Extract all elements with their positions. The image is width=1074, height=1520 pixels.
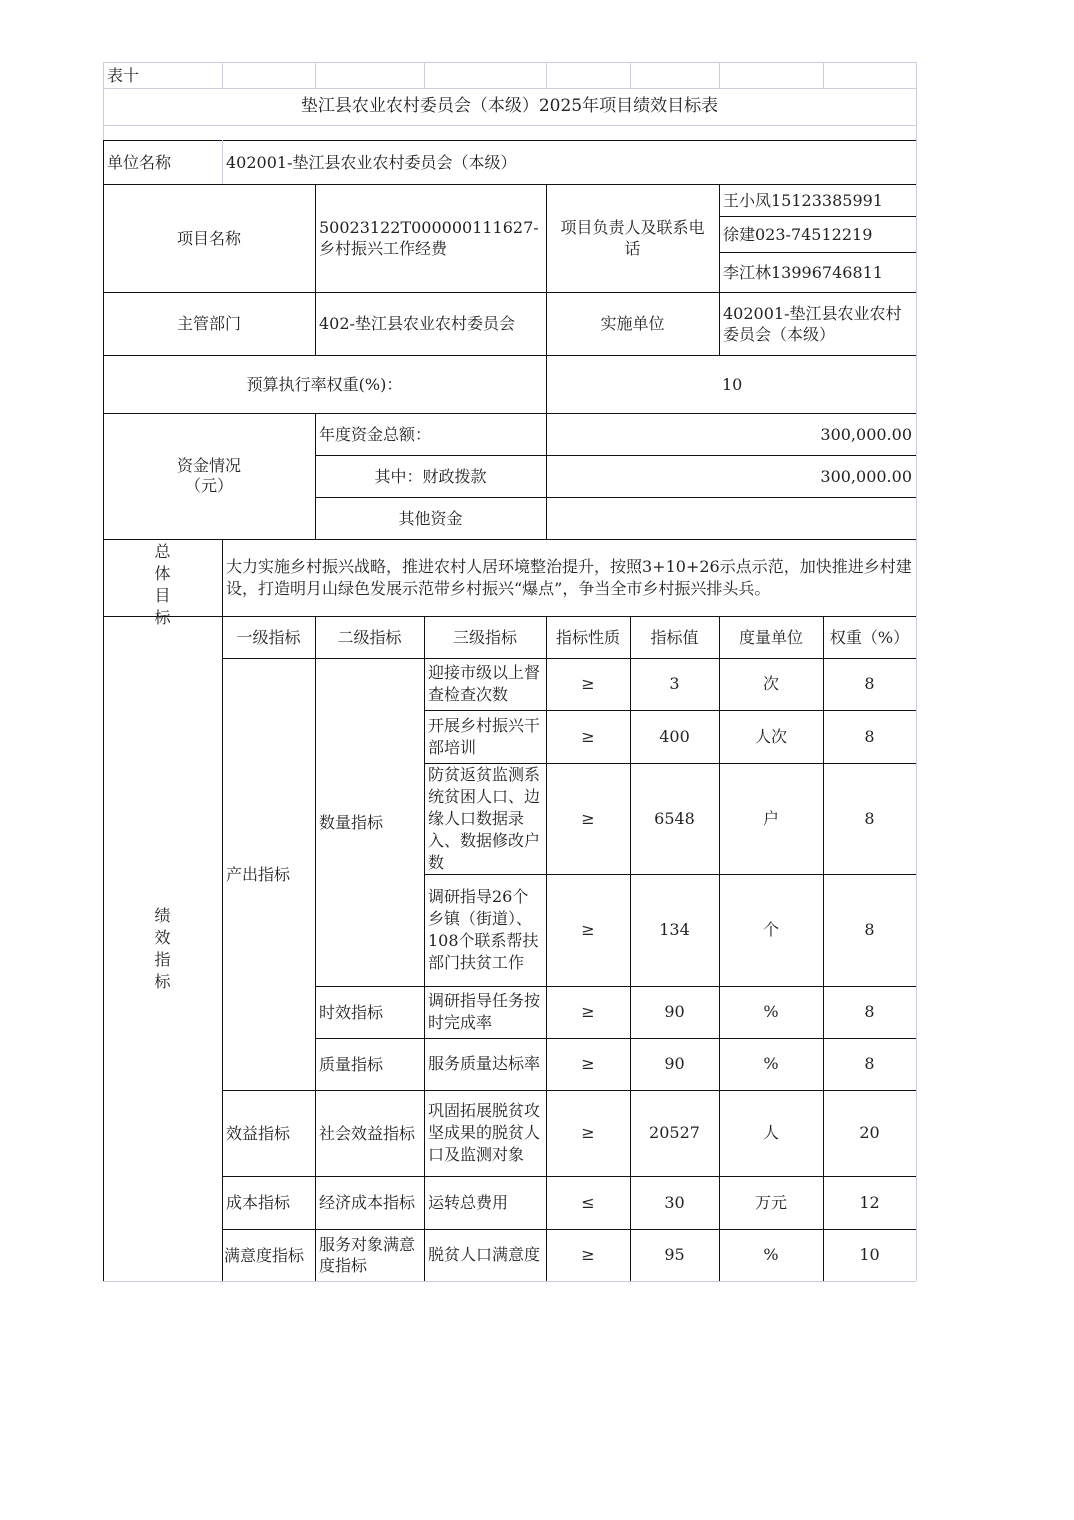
- level2-quality: 质量指标: [319, 1054, 384, 1074]
- indicator-unit: 人次: [754, 726, 787, 746]
- indicator-nature: ≥: [581, 1245, 595, 1264]
- indicators-label-char: 标: [154, 971, 171, 991]
- indicator-weight: 8: [864, 1002, 875, 1021]
- indicator-value: 400: [659, 726, 690, 746]
- gridline: [103, 1281, 916, 1282]
- overall-goal-label: [103, 539, 222, 627]
- header-level3: 三级指标: [452, 627, 517, 647]
- indicator-nature: ≥: [581, 808, 595, 828]
- indicator-value: 6548: [654, 808, 695, 828]
- indicator-nature: ≥: [581, 1123, 595, 1142]
- funds-total-value: 300,000.00: [820, 424, 912, 444]
- level2-quantity: 数量指标: [319, 812, 384, 832]
- indicator-value: 3: [669, 674, 680, 693]
- indicator-weight: 8: [864, 808, 875, 828]
- impl-unit-label: 实施单位: [600, 314, 665, 333]
- unit-label: 单位名称: [107, 152, 172, 172]
- level2-service-satisfaction: 服务对象满意度指标: [319, 1235, 416, 1275]
- indicator-unit: 人: [762, 1123, 779, 1142]
- indicator-value: 134: [659, 920, 690, 939]
- indicator-weight: 20: [859, 1123, 880, 1142]
- level3-indicator: 调研指导26个乡镇（街道）、108个联系帮扶部门扶贫工作: [428, 887, 539, 972]
- header-value: 指标值: [650, 627, 699, 647]
- indicators-section-label: [103, 616, 222, 1281]
- indicator-unit: %: [763, 1245, 779, 1264]
- level3-indicator: 防贫返贫监测系统贫困人口、边缘人口数据录入、数据修改户数: [428, 764, 541, 872]
- indicator-unit: %: [763, 1002, 779, 1021]
- gridline: [424, 62, 425, 88]
- gridline: [103, 62, 916, 63]
- indicator-nature: ≥: [581, 674, 595, 693]
- level3-indicator: 开展乡村振兴干部培训: [428, 715, 541, 757]
- department-label: 主管部门: [176, 314, 241, 333]
- funds-other-label: 其他资金: [398, 508, 463, 528]
- level2-economic-cost: 经济成本指标: [319, 1193, 416, 1212]
- indicator-weight: 8: [864, 674, 875, 693]
- budget-weight-value: 10: [722, 374, 743, 394]
- overall-goal-label-char: 总: [154, 542, 171, 561]
- indicator-value: 95: [664, 1245, 685, 1264]
- indicator-value: 90: [664, 1054, 685, 1073]
- contact-3: 李江林13996746811: [723, 262, 883, 282]
- gridline: [630, 62, 631, 88]
- indicator-unit: %: [763, 1054, 779, 1073]
- indicator-weight: 8: [864, 726, 875, 746]
- level3-indicator: 脱贫人口满意度: [428, 1245, 541, 1264]
- overall-goal-label-char: 标: [154, 608, 171, 627]
- level1-cost: 成本指标: [226, 1193, 291, 1212]
- level3-indicator: 巩固拓展脱贫攻坚成果的脱贫人口及监测对象: [428, 1101, 541, 1164]
- project-name-value: 50023122T000000111627-乡村振兴工作经费: [319, 218, 539, 258]
- level3-indicator: 服务质量达标率: [428, 1054, 541, 1073]
- level2-timeliness: 时效指标: [319, 1002, 384, 1022]
- indicator-weight: 12: [859, 1192, 880, 1212]
- indicator-unit: 次: [762, 674, 779, 693]
- indicators-label-char: 指: [154, 949, 171, 969]
- indicators-label-char: 效: [154, 927, 171, 947]
- project-contact-label: 项目负责人及联系电话: [560, 218, 705, 258]
- gridline: [222, 62, 223, 88]
- unit-value: 402001-垫江县农业农村委员会（本级）: [226, 152, 517, 172]
- contact-2: 徐建023-74512219: [723, 224, 873, 244]
- level3-indicator: 运转总费用: [428, 1192, 509, 1212]
- indicator-value: 30: [664, 1192, 685, 1212]
- indicator-value: 90: [664, 1002, 685, 1021]
- budget-weight-label: 预算执行率权重(%)：: [246, 374, 403, 394]
- level3-indicator: 迎接市级以上督查检查次数: [428, 663, 541, 704]
- project-name-label: 项目名称: [176, 228, 241, 248]
- overall-goal-text: 大力实施乡村振兴战略，推进农村人居环境整治提升，按照3+10+26示点示范，加快推进乡村建设，打造明月山绿色发展示范带乡村振兴“爆点”，争当全市乡村振兴排头兵。: [226, 556, 912, 598]
- indicator-value: 20527: [649, 1123, 700, 1142]
- gridline: [916, 62, 917, 1281]
- header-level2: 二级指标: [337, 627, 402, 647]
- indicator-unit: 万元: [754, 1192, 787, 1212]
- gridline: [315, 62, 316, 88]
- indicators-label-char: 绩: [154, 905, 171, 925]
- indicator-weight: 8: [864, 1054, 875, 1073]
- level1-satisfaction: 满意度指标: [224, 1245, 305, 1265]
- indicator-nature: ≥: [581, 726, 595, 746]
- gridline: [103, 125, 916, 126]
- header-level1: 一级指标: [236, 627, 301, 647]
- funds-label-line2: （元）: [184, 476, 233, 495]
- contact-1: 王小凤15123385991: [723, 190, 883, 210]
- header-weight: 权重（%）: [829, 627, 910, 647]
- overall-goal-label-char: 目: [154, 586, 171, 605]
- indicator-nature: ≥: [581, 1054, 595, 1073]
- overall-goal-label-char: 体: [154, 564, 171, 583]
- indicator-unit: 户: [762, 808, 779, 828]
- funds-fiscal-value: 300,000.00: [820, 466, 912, 486]
- indicator-nature: ≥: [581, 920, 595, 939]
- indicator-weight: 10: [859, 1245, 880, 1264]
- page-title: 垫江县农业农村委员会（本级）2025年项目绩效目标表: [300, 96, 719, 116]
- sheet-label: 表十: [107, 65, 140, 85]
- gridline: [823, 62, 824, 88]
- funds-fiscal-label: 其中：财政拨款: [374, 466, 487, 486]
- funds-total-label: 年度资金总额：: [319, 424, 432, 444]
- indicator-unit: 个: [762, 920, 779, 939]
- level2-social-benefit: 社会效益指标: [319, 1123, 416, 1143]
- impl-unit-value: 402001-垫江县农业农村委员会（本级）: [723, 303, 902, 344]
- funds-label-line1: 资金情况: [176, 456, 241, 475]
- header-unit: 度量单位: [738, 627, 803, 647]
- gridline: [546, 62, 547, 88]
- funds-other-value: [546, 497, 916, 539]
- gridline: [719, 62, 720, 88]
- header-nature: 指标性质: [555, 627, 620, 647]
- level3-indicator: 调研指导任务按时完成率: [428, 991, 541, 1032]
- indicator-nature: ≤: [581, 1192, 595, 1212]
- department-value: 402-垫江县农业农村委员会: [319, 314, 515, 333]
- level1-benefit: 效益指标: [226, 1123, 291, 1143]
- indicator-weight: 8: [864, 920, 875, 939]
- funds-label: [103, 413, 315, 539]
- indicator-nature: ≥: [581, 1002, 595, 1021]
- level1-output: 产出指标: [226, 864, 291, 884]
